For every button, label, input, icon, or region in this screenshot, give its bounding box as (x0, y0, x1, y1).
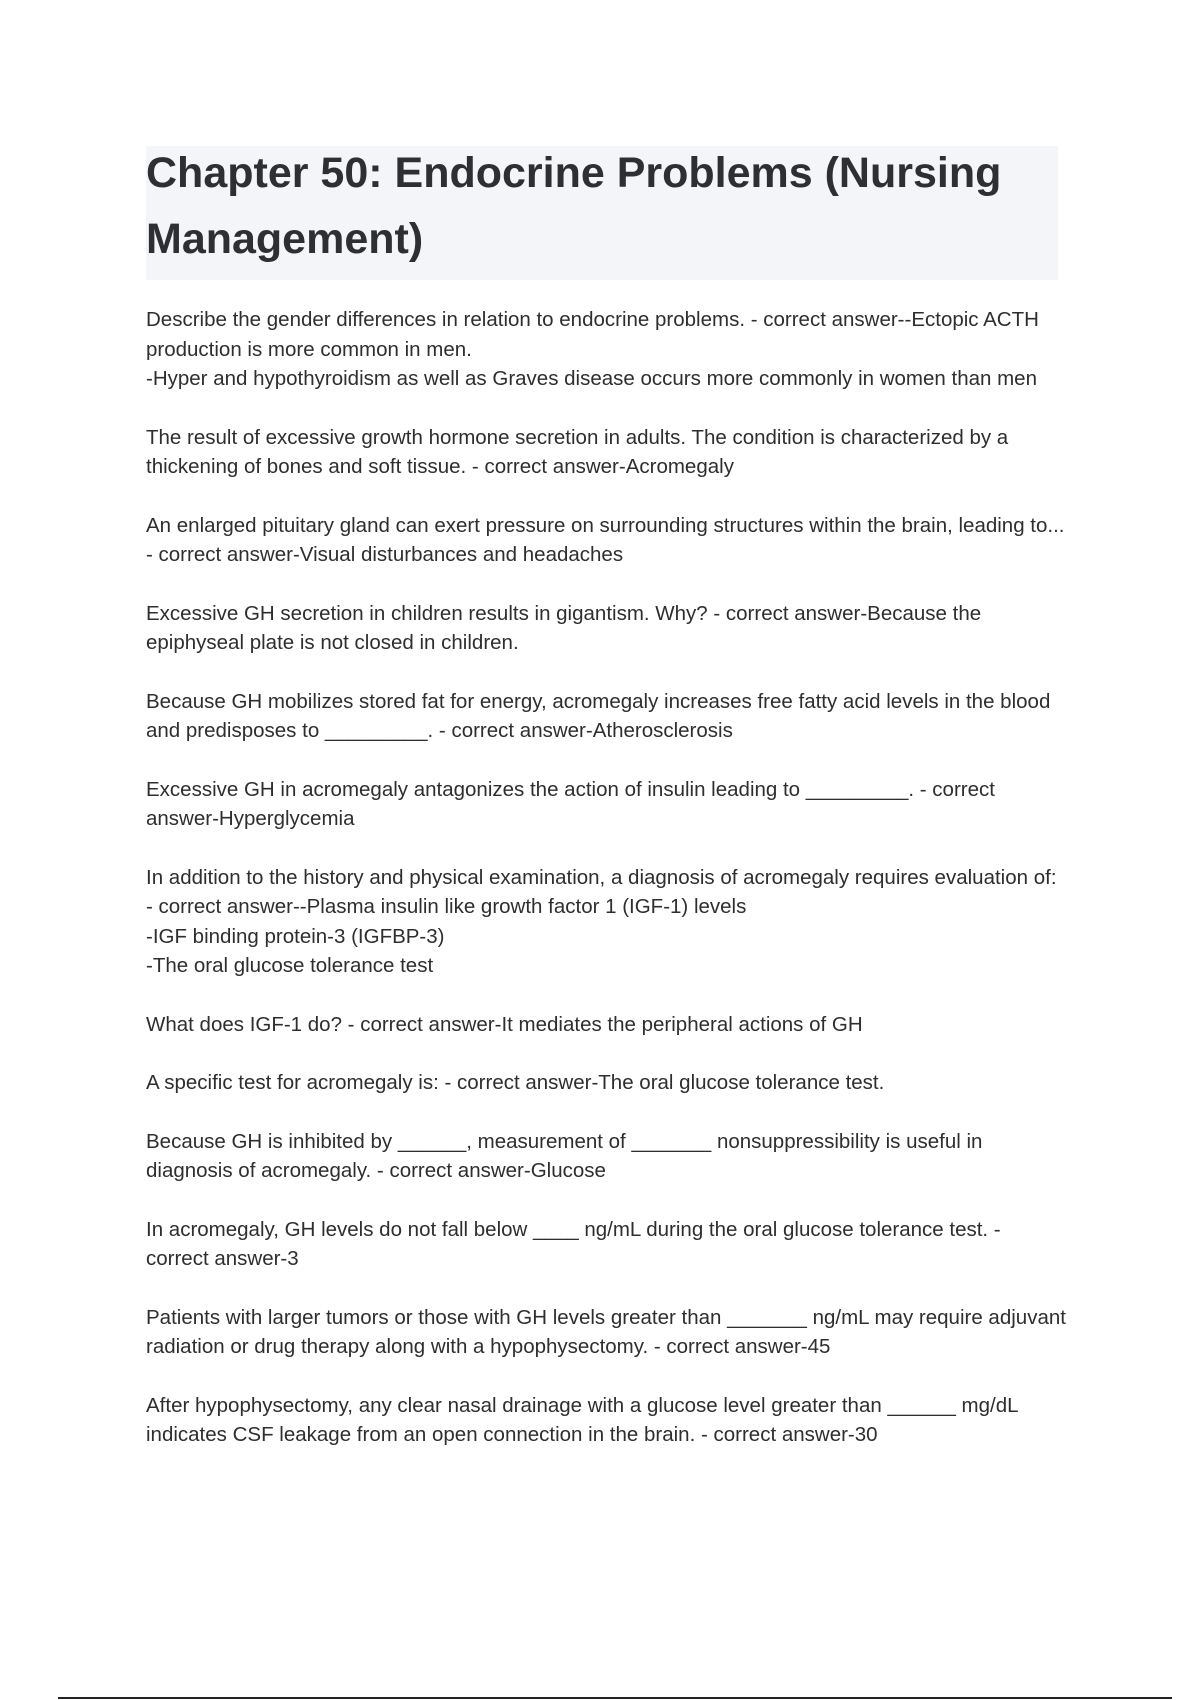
qa-item: Because GH mobilizes stored fat for energy, acromegaly increases free fatty acid levels in the blood and predisposes to _________. - correct answer-Atherosclerosis (146, 689, 1051, 742)
qa-item: Patients with larger tumors or those with GH levels greater than _______ ng/mL may require adjuvant radiation or drug therapy along with a hypophysectomy. - correct answer-45 (146, 1305, 1066, 1358)
qa-item: Because GH is inhibited by ______, measurement of _______ nonsuppressibility is useful in diagnosis of acromegaly. - correct answer-Glucose (146, 1129, 983, 1182)
qa-item: A specific test for acromegaly is: - correct answer-The oral glucose tolerance test. (146, 1071, 885, 1094)
qa-item: After hypophysectomy, any clear nasal drainage with a glucose level greater than ______ mg/dL indicates CSF leakage from an open connection in the brain. - correct answer-30 (146, 1393, 1018, 1446)
qa-list (146, 305, 1066, 1479)
qa-item: Describe the gender differences in relation to endocrine problems. - correct answer--Ectopic ACTH production is more common in men. -Hyper and hypothyroidism as well as Graves disease occurs more commonly in women than men (146, 308, 1039, 390)
qa-item: In addition to the history and physical examination, a diagnosis of acromegaly requires evaluation of: - correct answer--Plasma insulin like growth factor 1 (IGF-1) levels -IGF binding protein-3 (IGFBP-3) -The oral glucose tolerance test (146, 865, 1057, 977)
qa-item: In acromegaly, GH levels do not fall below ____ ng/mL during the oral glucose tolerance test. - correct answer-3 (146, 1217, 1001, 1270)
qa-item: What does IGF-1 do? - correct answer-It mediates the peripheral actions of GH (146, 1012, 863, 1036)
footer-divider (58, 1697, 1172, 1699)
qa-item: The result of excessive growth hormone secretion in adults. The condition is characterized by a thickening of bones and soft tissue. - correct answer-Acromegaly (146, 425, 1009, 478)
qa-item: Excessive GH in acromegaly antagonizes the action of insulin leading to _________. - correct answer-Hyperglycemia (146, 777, 995, 830)
page-title: Chapter 50: Endocrine Problems (Nursing Management) (146, 149, 1002, 263)
qa-item: Excessive GH secretion in children results in gigantism. Why? - correct answer-Because the epiphyseal plate is not closed in children. (146, 601, 982, 654)
qa-item: An enlarged pituitary gland can exert pressure on surrounding structures within the brain, leading to... - correct answer-Visual disturbances and headaches (146, 513, 1065, 566)
